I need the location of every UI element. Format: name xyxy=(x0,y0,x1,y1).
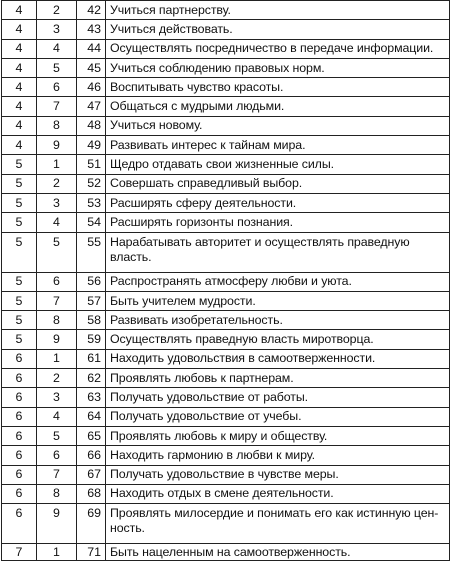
cell-second-digit: 6 xyxy=(37,272,77,291)
cell-second-digit: 1 xyxy=(37,544,77,561)
cell-first-digit: 5 xyxy=(2,193,37,212)
cell-number: 58 xyxy=(77,311,106,330)
cell-first-digit: 6 xyxy=(2,446,37,465)
cell-number: 51 xyxy=(77,155,106,174)
table-row xyxy=(2,504,450,544)
cell-first-digit: 5 xyxy=(2,174,37,193)
table-row xyxy=(2,193,450,212)
cell-first-digit: 6 xyxy=(2,465,37,484)
cell-number: 66 xyxy=(77,446,106,465)
cell-description: Находить удовольствия в самоотверженности. xyxy=(106,349,450,368)
cell-first-digit: 4 xyxy=(2,136,37,155)
cell-number: 46 xyxy=(77,78,106,97)
cell-number: 45 xyxy=(77,58,106,77)
cell-description: Нарабатывать авторитет и осуществлять праведную власть. xyxy=(106,232,450,272)
table-row xyxy=(2,484,450,503)
cell-description: Осуществлять посредничество в передаче информации. xyxy=(106,39,450,58)
table-row xyxy=(2,311,450,330)
table-row xyxy=(2,330,450,349)
cell-number: 52 xyxy=(77,174,106,193)
document-page xyxy=(1,0,449,561)
cell-second-digit: 9 xyxy=(37,330,77,349)
cell-second-digit: 6 xyxy=(37,446,77,465)
cell-second-digit: 8 xyxy=(37,311,77,330)
cell-first-digit: 5 xyxy=(2,272,37,291)
table-row xyxy=(2,39,450,58)
table-row xyxy=(2,213,450,232)
cell-description: Учиться партнерству. xyxy=(106,1,450,20)
cell-second-digit: 3 xyxy=(37,20,77,39)
cell-first-digit: 6 xyxy=(2,349,37,368)
cell-number: 63 xyxy=(77,388,106,407)
cell-first-digit: 4 xyxy=(2,1,37,20)
cell-second-digit: 2 xyxy=(37,1,77,20)
cell-second-digit: 8 xyxy=(37,484,77,503)
cell-description: Учиться действовать. xyxy=(106,20,450,39)
cell-first-digit: 5 xyxy=(2,232,37,272)
cell-second-digit: 5 xyxy=(37,232,77,272)
cell-first-digit: 4 xyxy=(2,116,37,135)
table-row xyxy=(2,20,450,39)
cell-second-digit: 6 xyxy=(37,78,77,97)
table-row xyxy=(2,388,450,407)
table-row xyxy=(2,426,450,445)
cell-description: Проявлять любовь к миру и обществу. xyxy=(106,426,450,445)
cell-second-digit: 7 xyxy=(37,291,77,310)
cell-first-digit: 4 xyxy=(2,39,37,58)
cell-second-digit: 3 xyxy=(37,193,77,212)
cell-number: 69 xyxy=(77,504,106,544)
cell-number: 47 xyxy=(77,97,106,116)
cell-second-digit: 3 xyxy=(37,388,77,407)
table-row xyxy=(2,78,450,97)
table-row xyxy=(2,369,450,388)
cell-number: 67 xyxy=(77,465,106,484)
cell-number: 65 xyxy=(77,426,106,445)
cell-description: Проявлять милосердие и понимать его как истинную цен-ность. xyxy=(106,504,450,544)
cell-number: 64 xyxy=(77,407,106,426)
cell-first-digit: 6 xyxy=(2,504,37,544)
cell-description: Расширять горизонты познания. xyxy=(106,213,450,232)
cell-first-digit: 6 xyxy=(2,426,37,445)
cell-second-digit: 5 xyxy=(37,426,77,445)
table-row xyxy=(2,407,450,426)
table-row xyxy=(2,349,450,368)
cell-first-digit: 7 xyxy=(2,544,37,561)
cell-description: Получать удовольствие в чувстве меры. xyxy=(106,465,450,484)
cell-description: Развивать изобретательность. xyxy=(106,311,450,330)
cell-first-digit: 6 xyxy=(2,369,37,388)
cell-description: Учиться новому. xyxy=(106,116,450,135)
table-row xyxy=(2,136,450,155)
cell-number: 55 xyxy=(77,232,106,272)
cell-first-digit: 4 xyxy=(2,58,37,77)
cell-number: 68 xyxy=(77,484,106,503)
cell-number: 59 xyxy=(77,330,106,349)
cell-number: 43 xyxy=(77,20,106,39)
cell-second-digit: 9 xyxy=(37,136,77,155)
table-row xyxy=(2,272,450,291)
cell-first-digit: 6 xyxy=(2,484,37,503)
table-row xyxy=(2,116,450,135)
cell-second-digit: 2 xyxy=(37,174,77,193)
cell-second-digit: 1 xyxy=(37,349,77,368)
cell-first-digit: 4 xyxy=(2,97,37,116)
table-row xyxy=(2,291,450,310)
cell-description: Находить отдых в смене деятельности. xyxy=(106,484,450,503)
table-row xyxy=(2,1,450,20)
cell-second-digit: 9 xyxy=(37,504,77,544)
cell-description: Быть нацеленным на самоотверженность. xyxy=(106,544,450,561)
cell-first-digit: 5 xyxy=(2,213,37,232)
cell-description: Учиться соблюдению правовых норм. xyxy=(106,58,450,77)
cell-second-digit: 4 xyxy=(37,407,77,426)
cell-description: Быть учителем мудрости. xyxy=(106,291,450,310)
cell-number: 48 xyxy=(77,116,106,135)
table-row xyxy=(2,446,450,465)
table-row xyxy=(2,232,450,272)
cell-description: Получать удовольствие от учебы. xyxy=(106,407,450,426)
cell-description: Щедро отдавать свои жизненные силы. xyxy=(106,155,450,174)
table-row xyxy=(2,544,450,561)
cell-number: 49 xyxy=(77,136,106,155)
cell-description: Развивать интерес к тайнам мира. xyxy=(106,136,450,155)
table-row xyxy=(2,155,450,174)
table-row xyxy=(2,97,450,116)
cell-description: Осуществлять праведную власть миротворца. xyxy=(106,330,450,349)
cell-description: Общаться с мудрыми людьми. xyxy=(106,97,450,116)
cell-first-digit: 6 xyxy=(2,407,37,426)
cell-description: Совершать справедливый выбор. xyxy=(106,174,450,193)
cell-description: Проявлять любовь к партнерам. xyxy=(106,369,450,388)
table-row xyxy=(2,174,450,193)
cell-first-digit: 4 xyxy=(2,20,37,39)
cell-second-digit: 2 xyxy=(37,369,77,388)
cell-second-digit: 5 xyxy=(37,58,77,77)
table-row xyxy=(2,58,450,77)
cell-second-digit: 7 xyxy=(37,465,77,484)
cell-number: 71 xyxy=(77,544,106,561)
cell-first-digit: 6 xyxy=(2,388,37,407)
cell-number: 62 xyxy=(77,369,106,388)
cell-description: Распространять атмосферу любви и уюта. xyxy=(106,272,450,291)
table-row xyxy=(2,465,450,484)
cell-number: 42 xyxy=(77,1,106,20)
cell-number: 53 xyxy=(77,193,106,212)
cell-second-digit: 7 xyxy=(37,97,77,116)
cell-description: Получать удовольствие от работы. xyxy=(106,388,450,407)
cell-first-digit: 5 xyxy=(2,330,37,349)
cell-second-digit: 1 xyxy=(37,155,77,174)
cell-number: 44 xyxy=(77,39,106,58)
cell-number: 56 xyxy=(77,272,106,291)
numerology-table xyxy=(1,0,450,561)
cell-description: Воспитывать чувство красоты. xyxy=(106,78,450,97)
cell-number: 57 xyxy=(77,291,106,310)
cell-number: 61 xyxy=(77,349,106,368)
cell-first-digit: 5 xyxy=(2,155,37,174)
cell-second-digit: 8 xyxy=(37,116,77,135)
cell-second-digit: 4 xyxy=(37,39,77,58)
cell-first-digit: 5 xyxy=(2,291,37,310)
cell-first-digit: 4 xyxy=(2,78,37,97)
cell-number: 54 xyxy=(77,213,106,232)
cell-description: Находить гармонию в любви к миру. xyxy=(106,446,450,465)
cell-second-digit: 4 xyxy=(37,213,77,232)
cell-first-digit: 5 xyxy=(2,311,37,330)
cell-description: Расширять сферу деятельности. xyxy=(106,193,450,212)
table-body xyxy=(2,1,450,561)
